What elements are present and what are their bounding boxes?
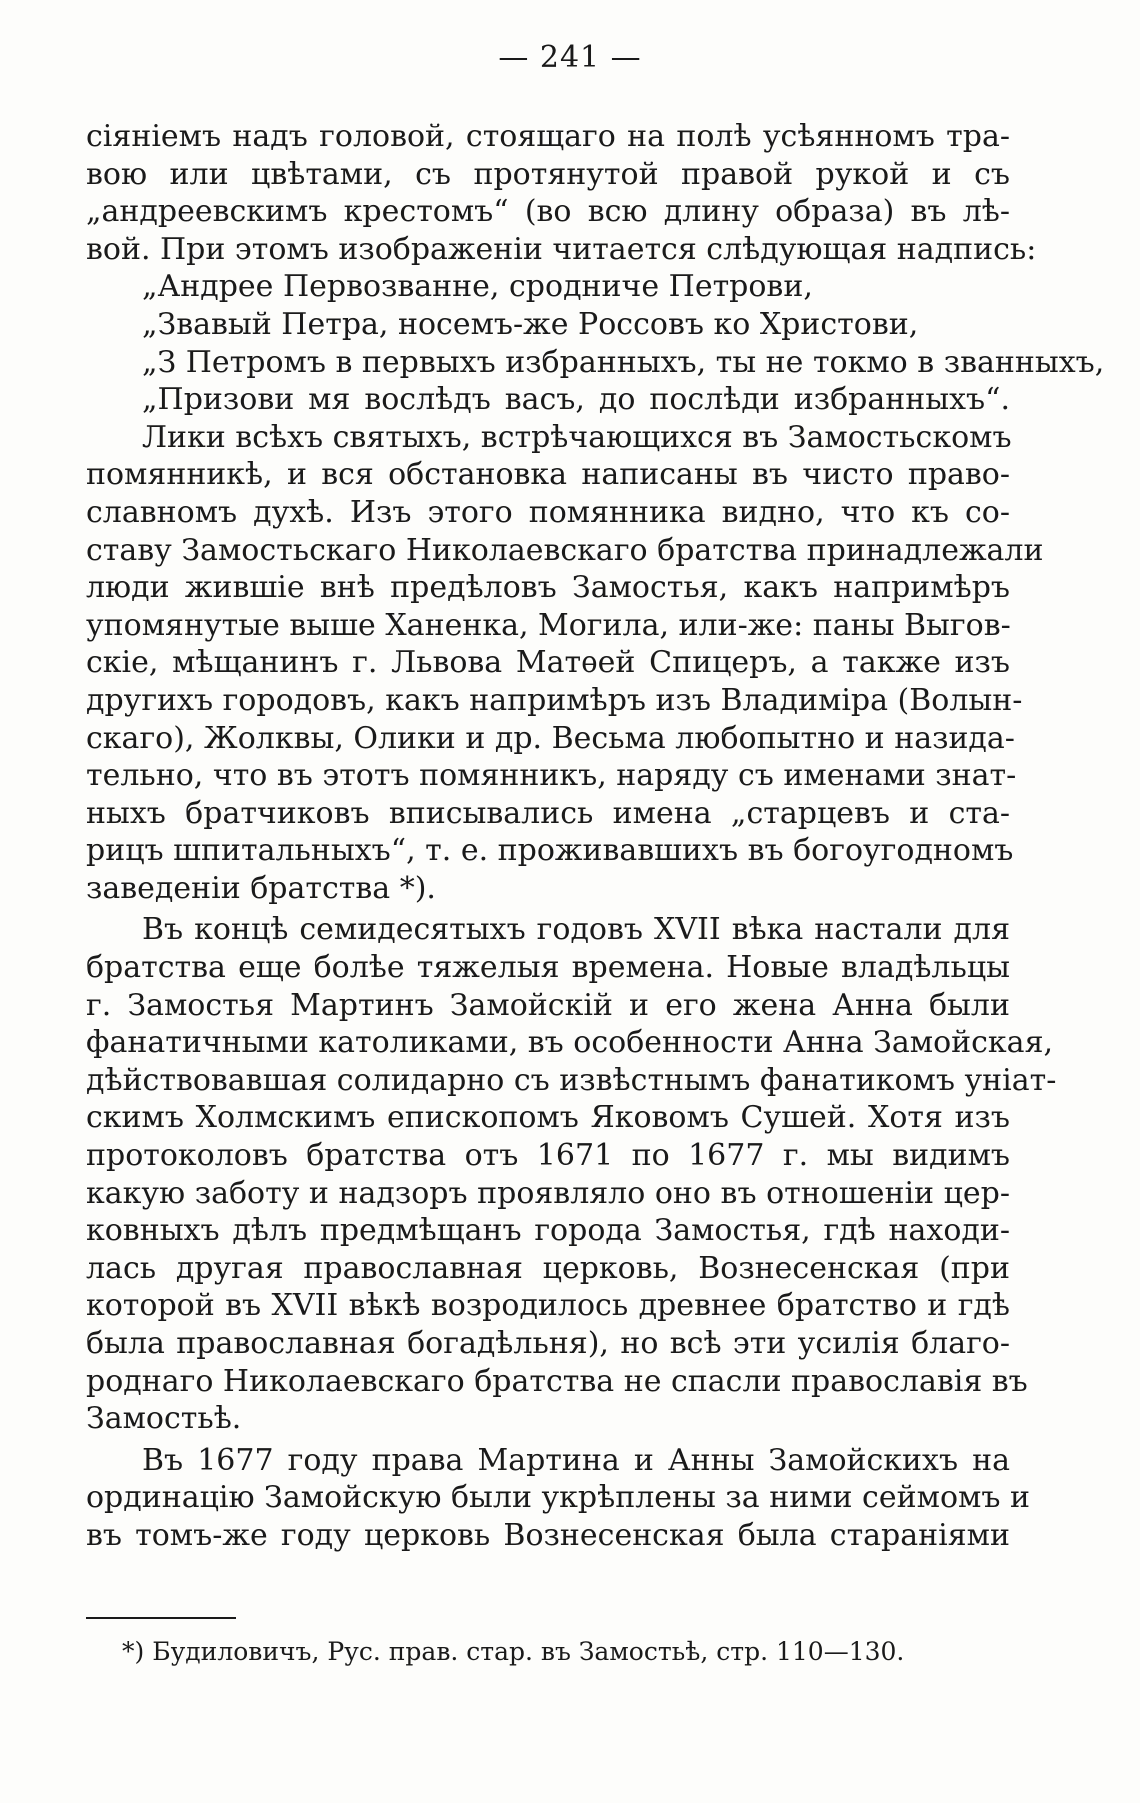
footnote: *) Будиловичъ, Рус. прав. стар. въ Замостьѣ, стр. 110—130. [122,1637,905,1666]
text-line: вой. При этомъ изображеніи читается слѣдующая надпись: [86,231,1037,267]
text-line: тельно, что въ этотъ помянникъ, наряду съ именами знат- [86,758,1017,794]
footnote-divider [86,1617,236,1619]
text-line: лась другая православная церковь, Вознесенская (при [86,1250,1010,1286]
text-line: была православная богадѣльня), но всѣ эти усилія благо- [86,1326,1010,1361]
text-line: ныхъ братчиковъ вписывались имена „старцевъ и ста- [86,795,1010,831]
text-line: протоколовъ братства отъ 1671 по 1677 г. мы видимъ [86,1138,1010,1174]
text-line: Замостьѣ. [86,1401,242,1437]
text-line: дѣйствовавшая солидарно съ извѣстнымъ фанатикомъ уніат- [86,1062,1057,1098]
text-line: роднаго Николаевскаго братства не спасли православія въ [86,1363,1028,1399]
text-line: г. Замостья Мартинъ Замойскій и его жена Анна были [86,987,1010,1023]
text-line: которой въ XVII вѣкѣ возродилось древнее братство и гдѣ [86,1288,1010,1324]
text-line: фанатичными католиками, въ особенности Анна Замойская, [86,1025,1054,1061]
text-line: заведеніи братства *). [86,870,436,906]
text-line: скіе, мѣщанинъ г. Львова Матѳей Спицеръ, а также изъ [86,645,1010,681]
text-line: люди жившіе внѣ предѣловъ Замостья, какъ напримѣръ [86,570,1010,606]
page-number: — 241 — [498,40,642,75]
text-line: ставу Замостьскаго Николаевскаго братства принадлежали [86,532,1044,568]
text-line: скимъ Холмскимъ епископомъ Яковомъ Сушей. Хотя изъ [86,1100,1010,1136]
text-line: въ томъ-же году церковь Вознесенская была стараніями [86,1517,1010,1553]
text-line: сіяніемъ надъ головой, стоящаго на полѣ усѣянномъ тра- [86,119,1010,154]
text-line: какую заботу и надзоръ проявляло оно въ отношеніи цер- [86,1175,1010,1211]
text-line: Въ концѣ семидесятыхъ годовъ XVII вѣка настали для [142,912,1010,948]
verse-line: „Андрее Первозванне, сродниче Петрови, [142,269,813,305]
text-line: Лики всѣхъ святыхъ, встрѣчающихся въ Замостьскомъ [142,419,1012,455]
text-line: братства еще болѣе тяжелыя времена. Новые владѣльцы [86,950,1010,986]
text-line: упомянутые выше Ханенка, Могила, или-же: паны Выгов- [86,607,1011,643]
text-line: „андреевскимъ крестомъ“ (во всю длину образа) въ лѣ- [86,194,1010,230]
text-line: ковныхъ дѣлъ предмѣщанъ города Замостья, гдѣ находи- [86,1213,1010,1249]
text-line: славномъ духѣ. Изъ этого помянника видно, что къ со- [86,494,1010,530]
text-line: Въ 1677 году права Мартина и Анны Замойскихъ на [142,1442,1010,1478]
text-line: рицъ шпитальныхъ“, т. е. проживавшихъ въ богоугодномъ [86,833,1014,869]
verse-line: „Звавый Петра, носемъ-же Россовъ ко Христови, [142,306,919,342]
body-text [86,118,1105,1555]
text-line: другихъ городовъ, какъ напримѣръ изъ Владиміра (Волын- [86,682,1023,718]
text-line: скаго), Жолквы, Олики и др. Весьма любопытно и назида- [86,720,1015,756]
verse-line: „Призови мя вослѣдъ васъ, до послѣди избранныхъ“. [142,382,1010,418]
text-line: помянникѣ, и вся обстановка написаны въ чисто право- [86,457,1010,493]
text-line: ординацію Замойскую были укрѣплены за ними сеймомъ и [86,1480,1030,1516]
text-line: вою или цвѣтами, съ протянутой правой рукой и съ [86,156,1010,192]
verse-line: „З Петромъ в первыхъ избранныхъ, ты не токмо в званныхъ, [142,344,1105,380]
